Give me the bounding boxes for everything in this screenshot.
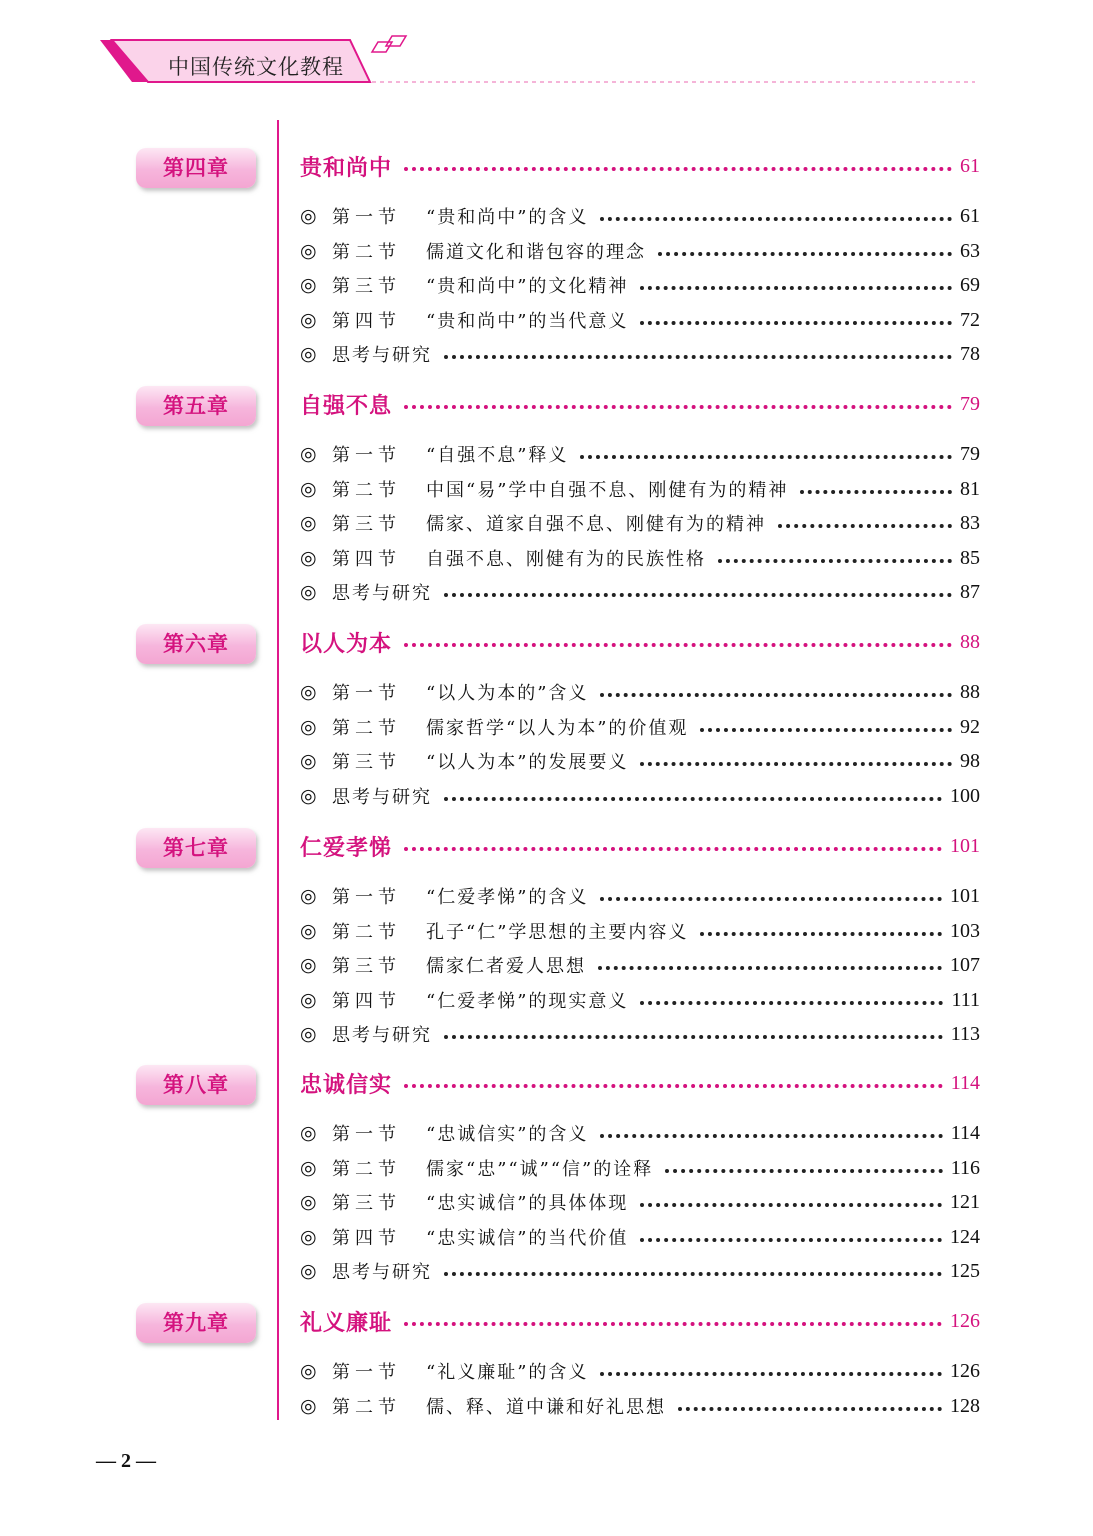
section-number: 第一节 (332, 207, 401, 228)
chapter-title: 礼义廉耻 (300, 1310, 393, 1336)
section-number: 第一节 (332, 445, 401, 466)
chapter-badge: 第四章 (136, 148, 256, 188)
section-title: 儒家哲学“以人为本”的价值观 (426, 718, 689, 739)
bullet-icon: ◎ (300, 750, 317, 772)
section-entry[interactable] (300, 1356, 980, 1386)
chapter-entry[interactable] (300, 151, 980, 181)
section-page: 88 (960, 680, 980, 703)
section-number: 第一节 (332, 1124, 401, 1145)
section-title: 思考与研究 (332, 1025, 432, 1046)
section-number: 第四节 (332, 1228, 401, 1249)
chapter-title: 仁爱孝悌 (300, 835, 393, 861)
section-entry[interactable] (300, 236, 980, 266)
section-title: 自强不息、刚健有为的民族性格 (426, 549, 706, 570)
section-number: 第二节 (332, 1159, 401, 1180)
section-entry[interactable] (300, 577, 980, 607)
bullet-icon: ◎ (300, 1360, 317, 1382)
section-entry[interactable] (300, 1187, 980, 1217)
section-title: 中国“易”学中自强不息、刚健有为的精神 (426, 480, 789, 501)
section-page: 124 (950, 1225, 980, 1248)
chapter-title: 以人为本 (300, 631, 393, 657)
dot-leader (600, 897, 942, 901)
section-page: 72 (960, 308, 980, 331)
vertical-divider (277, 120, 279, 1420)
dot-leader (778, 524, 952, 528)
chapter-entry[interactable] (300, 1068, 980, 1098)
bullet-icon: ◎ (300, 785, 317, 807)
section-number: 第二节 (332, 922, 401, 943)
section-title: 儒家仁者爱人思想 (426, 956, 586, 977)
dot-leader (444, 355, 952, 359)
dot-leader (404, 847, 942, 851)
chapter-badge: 第九章 (136, 1303, 256, 1343)
section-entry[interactable] (300, 439, 980, 469)
section-number: 第三节 (332, 1193, 401, 1214)
dot-leader (444, 593, 952, 597)
section-title: “贵和尚中”的当代意义 (426, 311, 629, 332)
dot-leader (800, 490, 952, 494)
dot-leader (640, 1238, 942, 1242)
section-number: 第三节 (332, 276, 401, 297)
section-page: 63 (960, 239, 980, 262)
dot-leader (640, 286, 952, 290)
section-page: 61 (960, 204, 980, 227)
section-title: “礼义廉耻”的含义 (426, 1362, 589, 1383)
bullet-icon: ◎ (300, 920, 317, 942)
page-number: — 2 — (96, 1450, 156, 1472)
section-number: 第四节 (332, 549, 401, 570)
section-title: “以人为本的”含义 (426, 683, 589, 704)
bullet-icon: ◎ (300, 1122, 317, 1144)
dot-leader (640, 321, 952, 325)
section-number: 第二节 (332, 242, 401, 263)
bullet-icon: ◎ (300, 581, 317, 603)
section-entry[interactable] (300, 201, 980, 231)
section-title: “忠实诚信”的当代价值 (426, 1228, 629, 1249)
chapter-page: 126 (950, 1309, 980, 1332)
dot-leader (600, 217, 952, 221)
dot-leader (404, 1084, 943, 1088)
book-title: 中国传统文化教程 (168, 55, 344, 79)
section-entry[interactable] (300, 305, 980, 335)
section-title: “贵和尚中”的文化精神 (426, 276, 629, 297)
chapter-page: 79 (960, 392, 980, 415)
bullet-icon: ◎ (300, 478, 317, 500)
bullet-icon: ◎ (300, 343, 317, 365)
section-title: “忠实诚信”的具体体现 (426, 1193, 629, 1214)
section-entry[interactable] (300, 1118, 980, 1148)
bullet-icon: ◎ (300, 309, 317, 331)
section-title: “贵和尚中”的含义 (426, 207, 589, 228)
section-entry[interactable] (300, 881, 980, 911)
bullet-icon: ◎ (300, 1260, 317, 1282)
section-entry[interactable] (300, 1222, 980, 1252)
section-title: “以人为本”的发展要义 (426, 752, 629, 773)
section-number: 第三节 (332, 752, 401, 773)
section-page: 125 (950, 1259, 980, 1282)
chapter-title: 贵和尚中 (300, 155, 393, 181)
bullet-icon: ◎ (300, 989, 317, 1011)
section-page: 78 (960, 342, 980, 365)
section-page: 87 (960, 580, 980, 603)
dot-leader (598, 966, 942, 970)
dot-leader (404, 1322, 942, 1326)
section-title: 思考与研究 (332, 345, 432, 366)
section-entry[interactable] (300, 1019, 980, 1049)
chapter-page: 61 (960, 154, 980, 177)
section-entry[interactable] (300, 712, 980, 742)
section-entry[interactable] (300, 474, 980, 504)
section-page: 98 (960, 749, 980, 772)
dot-leader (600, 1134, 942, 1138)
chapter-title: 自强不息 (300, 393, 393, 419)
section-title: 儒道文化和谐包容的理念 (426, 242, 646, 263)
section-page: 101 (950, 884, 980, 907)
dot-leader (640, 762, 952, 766)
section-page: 116 (950, 1156, 980, 1179)
bullet-icon: ◎ (300, 1157, 317, 1179)
bullet-icon: ◎ (300, 240, 317, 262)
bullet-icon: ◎ (300, 1395, 317, 1417)
dot-leader (640, 1001, 943, 1005)
bullet-icon: ◎ (300, 1191, 317, 1213)
section-title: 儒、释、道中谦和好礼思想 (426, 1397, 666, 1418)
page-header (0, 0, 1093, 100)
section-entry[interactable] (300, 950, 980, 980)
section-title: 思考与研究 (332, 787, 432, 808)
bullet-icon: ◎ (300, 547, 317, 569)
bullet-icon: ◎ (300, 716, 317, 738)
section-page: 111 (951, 988, 980, 1011)
bullet-icon: ◎ (300, 443, 317, 465)
section-title: “仁爱孝悌”的含义 (426, 887, 589, 908)
section-page: 81 (960, 477, 980, 500)
dot-leader (700, 932, 942, 936)
chapter-badge: 第五章 (136, 386, 256, 426)
section-title: 儒家“忠”“诚”“信”的诠释 (426, 1159, 654, 1180)
bullet-icon: ◎ (300, 205, 317, 227)
section-number: 第二节 (332, 718, 401, 739)
section-entry[interactable] (300, 508, 980, 538)
section-number: 第一节 (332, 1362, 401, 1383)
chapter-page: 114 (950, 1071, 980, 1094)
dot-leader (404, 405, 952, 409)
chapter-title: 忠诚信实 (300, 1072, 393, 1098)
section-page: 100 (950, 784, 980, 807)
dot-leader (600, 693, 952, 697)
dot-leader (678, 1407, 942, 1411)
section-number: 第三节 (332, 956, 401, 977)
section-entry[interactable] (300, 1256, 980, 1286)
section-page: 92 (960, 715, 980, 738)
chapter-entry[interactable] (300, 831, 980, 861)
section-entry[interactable] (300, 270, 980, 300)
section-page: 85 (960, 546, 980, 569)
dot-leader (404, 643, 952, 647)
section-page: 107 (950, 953, 980, 976)
dot-leader (404, 167, 952, 171)
section-page: 113 (950, 1022, 980, 1045)
chapter-entry[interactable] (300, 627, 980, 657)
dot-leader (718, 559, 952, 563)
section-title: 思考与研究 (332, 583, 432, 604)
bullet-icon: ◎ (300, 681, 317, 703)
dot-leader (444, 1272, 942, 1276)
section-page: 83 (960, 511, 980, 534)
section-title: 思考与研究 (332, 1262, 432, 1283)
section-title: “仁爱孝悌”的现实意义 (426, 991, 629, 1012)
dot-leader (665, 1169, 943, 1173)
section-page: 126 (950, 1359, 980, 1382)
section-entry[interactable] (300, 781, 980, 811)
bullet-icon: ◎ (300, 512, 317, 534)
section-title: “自强不息”释义 (426, 445, 569, 466)
dot-leader (658, 252, 952, 256)
dot-leader (444, 797, 942, 801)
section-entry[interactable] (300, 543, 980, 573)
section-number: 第一节 (332, 887, 401, 908)
section-page: 103 (950, 919, 980, 942)
section-title: 孔子“仁”学思想的主要内容义 (426, 922, 689, 943)
section-entry[interactable] (300, 916, 980, 946)
bullet-icon: ◎ (300, 1226, 317, 1248)
dot-leader (700, 728, 952, 732)
section-number: 第一节 (332, 683, 401, 704)
section-number: 第三节 (332, 514, 401, 535)
chapter-entry[interactable] (300, 1306, 980, 1336)
section-title: “忠诚信实”的含义 (426, 1124, 589, 1145)
chapter-page: 101 (950, 834, 980, 857)
section-page: 128 (950, 1394, 980, 1417)
chapter-badge: 第七章 (136, 828, 256, 868)
section-number: 第二节 (332, 1397, 401, 1418)
bullet-icon: ◎ (300, 274, 317, 296)
dot-leader (600, 1372, 942, 1376)
bullet-icon: ◎ (300, 885, 317, 907)
section-number: 第四节 (332, 311, 401, 332)
dot-leader (580, 455, 952, 459)
dot-leader (444, 1035, 943, 1039)
header-decoration (0, 0, 1093, 100)
section-page: 79 (960, 442, 980, 465)
bullet-icon: ◎ (300, 954, 317, 976)
section-page: 121 (950, 1190, 980, 1213)
section-entry[interactable] (300, 985, 980, 1015)
section-entry[interactable] (300, 339, 980, 369)
bullet-icon: ◎ (300, 1023, 317, 1045)
dot-leader (640, 1203, 942, 1207)
section-number: 第四节 (332, 991, 401, 1012)
section-page: 69 (960, 273, 980, 296)
section-entry[interactable] (300, 746, 980, 776)
section-page: 114 (950, 1121, 980, 1144)
section-entry[interactable] (300, 677, 980, 707)
chapter-badge: 第六章 (136, 624, 256, 664)
section-number: 第二节 (332, 480, 401, 501)
section-entry[interactable] (300, 1153, 980, 1183)
chapter-entry[interactable] (300, 389, 980, 419)
section-title: 儒家、道家自强不息、刚健有为的精神 (426, 514, 766, 535)
chapter-badge: 第八章 (136, 1065, 256, 1105)
chapter-page: 88 (960, 630, 980, 653)
section-entry[interactable] (300, 1391, 980, 1421)
